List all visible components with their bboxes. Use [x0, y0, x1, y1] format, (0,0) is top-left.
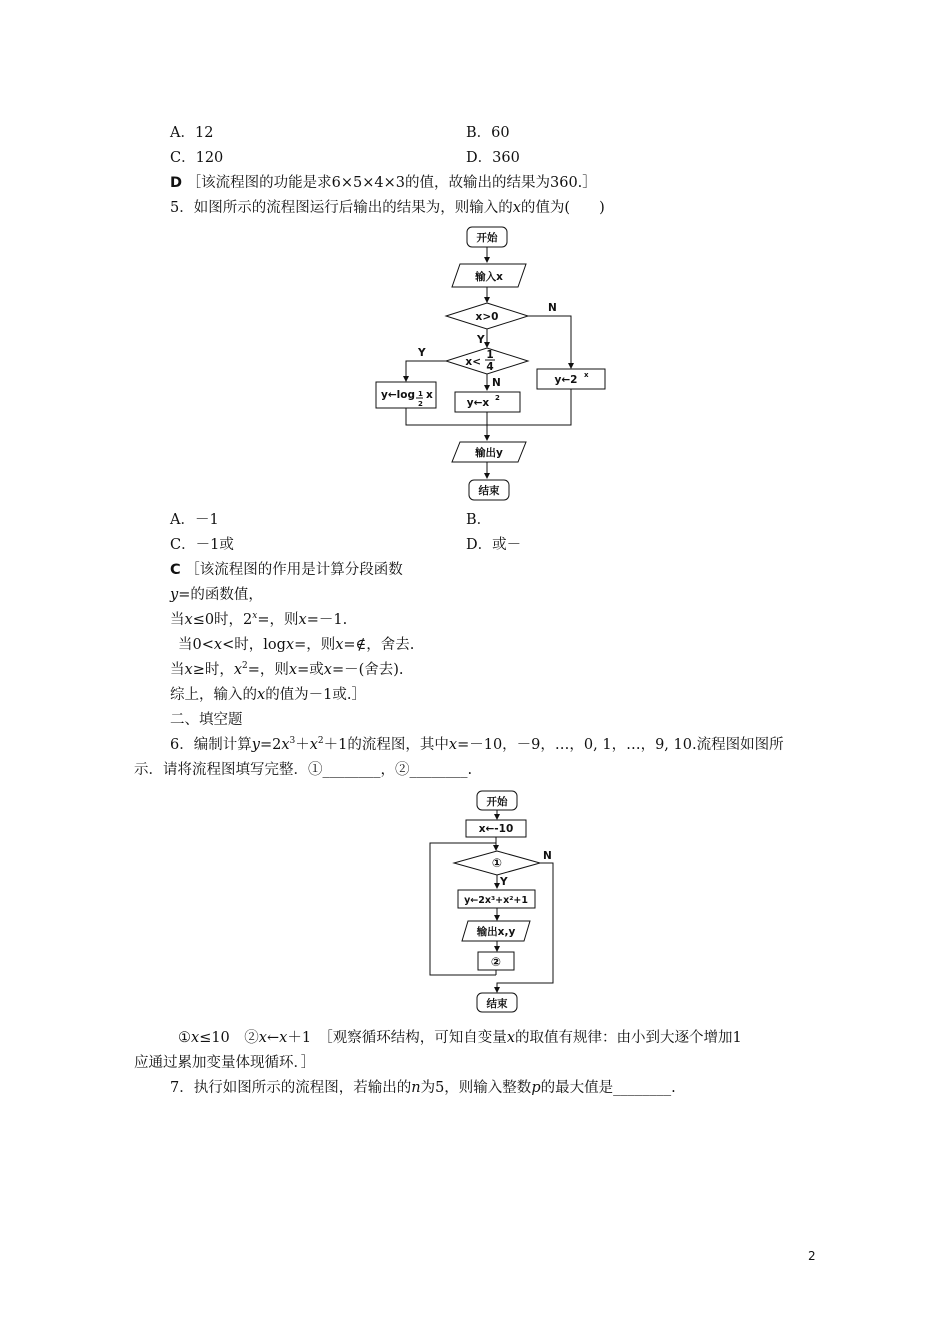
text: =－(舍去). — [331, 662, 404, 678]
text: =，则 — [294, 637, 336, 653]
flow1-n2-label: N — [492, 377, 501, 389]
var-x: x — [298, 612, 307, 628]
var-x: x — [506, 1030, 515, 1046]
flow2-step-label: ② — [490, 955, 502, 969]
q5-answer-line5 — [170, 660, 404, 680]
q5-stem-var: x — [512, 200, 521, 216]
text: 7．执行如图所示的流程图，若输出的 — [170, 1080, 412, 1096]
flow2-calc-label: y←2x³+x²+1 — [464, 895, 528, 906]
q5-answer-line3 — [170, 610, 347, 630]
text: 的取值有规律：由小到大逐个增加1 — [515, 1030, 742, 1046]
var-x: x — [184, 612, 193, 628]
var-x: x — [257, 687, 266, 703]
var-x: x — [233, 662, 243, 678]
q4-answer-letter: D — [170, 175, 183, 191]
text: 为5，则输入整数 — [420, 1080, 532, 1096]
flow1-square-label: y←x — [466, 397, 490, 409]
var-x: x — [448, 737, 458, 753]
text: 的值为－1或.］ — [265, 687, 367, 703]
sup: x — [252, 611, 258, 621]
q5-answer-line1 — [170, 560, 403, 580]
q5-answer-text: ［该流程图的作用是计算分段函数 — [185, 562, 403, 578]
var-x: x — [258, 1030, 267, 1046]
text: =的函数值， — [178, 587, 263, 603]
flow2-y-label: Y — [500, 876, 508, 888]
q7-stem — [170, 1078, 676, 1098]
flow1-exp-sup: x — [584, 371, 589, 379]
q6-answer-line1 — [178, 1028, 742, 1048]
q4-option-a: A．12 — [170, 125, 214, 141]
var-y: y — [251, 737, 260, 753]
flow1-cond2-den: 4 — [486, 361, 494, 373]
var-x: x — [281, 737, 290, 753]
section-heading: 二、填空题 — [170, 712, 243, 728]
text: ＋1的流程图，其中 — [323, 737, 449, 753]
var-x: x — [279, 1030, 288, 1046]
text: =，则 — [257, 612, 299, 628]
text: =，则 — [247, 662, 289, 678]
text: 的最大值是________. — [540, 1080, 676, 1096]
text: 6．编制计算 — [170, 737, 252, 753]
flow2-end-label: 结束 — [486, 998, 508, 1010]
flow1-cond2-lhs: x< — [465, 356, 481, 368]
var-x: x — [335, 637, 344, 653]
q5-answer-line4 — [178, 635, 414, 655]
sup: 2 — [317, 736, 324, 746]
flow1-y2-label: Y — [418, 347, 426, 359]
flow1-y1-label: Y — [477, 334, 485, 346]
flow2-init-label: x←-10 — [478, 823, 514, 835]
text: =－10，－9，…，0, 1，…，9, 10.流程图如图所 — [457, 737, 784, 753]
q5-option-d: D．或－ — [466, 537, 522, 553]
flow1-log-den: 2 — [418, 400, 423, 408]
text: ① — [178, 1030, 191, 1046]
flow1-start-label: 开始 — [476, 232, 498, 244]
q5-stem — [170, 198, 605, 218]
var-x: x — [309, 737, 318, 753]
text: =或 — [297, 662, 324, 678]
flow2-output-label: 输出x,y — [476, 926, 516, 938]
q4-option-c: C．120 — [170, 150, 224, 166]
flow1-cond2-num: 1 — [486, 349, 494, 361]
var-x: x — [288, 662, 298, 678]
text: ≤10 ② — [199, 1030, 259, 1046]
flow1-log-x: x — [426, 389, 433, 401]
q5-option-b: B． — [466, 512, 492, 528]
text: 当 — [170, 612, 185, 628]
var-x: x — [191, 1030, 200, 1046]
flow1-n1-label: N — [548, 302, 557, 314]
q4-option-b: B．60 — [466, 125, 510, 141]
flow1-input-label: 输入x — [475, 271, 503, 283]
q5-answer-line2 — [170, 585, 263, 605]
q5-option-c: C．－1或 — [170, 537, 234, 553]
flow2-n-label: N — [543, 850, 552, 862]
text: 综上，输入的 — [170, 687, 257, 703]
q5-stem-text: 5．如图所示的流程图运行后输出的结果为，则输入的 — [170, 200, 513, 216]
var-x: x — [323, 662, 332, 678]
text: 当 — [170, 662, 185, 678]
sup: 3 — [289, 736, 296, 746]
q5-answer-letter: C — [170, 562, 181, 578]
q5-option-a: A．－1 — [170, 512, 219, 528]
q6-stem-line1 — [170, 735, 784, 755]
flow1-output-label: 输出y — [475, 447, 503, 459]
var-p: p — [531, 1080, 541, 1096]
var-x: x — [285, 637, 295, 653]
page-number: 2 — [808, 1249, 816, 1263]
q4-option-d: D．360 — [466, 150, 520, 166]
q4-answer — [170, 173, 597, 193]
text: ＋1 ［观察循环结构，可知自变量 — [287, 1030, 507, 1046]
var-x: x — [213, 637, 223, 653]
var-n: n — [411, 1080, 421, 1096]
flowchart-1 — [370, 222, 610, 507]
text: ≤0时，2 — [192, 612, 253, 628]
text: =∉，舍去. — [343, 637, 415, 653]
flow1-end-label: 结束 — [478, 485, 500, 497]
text: 当0< — [178, 637, 214, 653]
flow1-log-label: y←log — [381, 389, 415, 401]
text: =－1. — [306, 612, 348, 628]
q5-stem-tail: 的值为( ) — [520, 200, 605, 216]
flowchart-2 — [420, 786, 570, 1020]
text: ≥时， — [192, 662, 234, 678]
var-x: x — [184, 662, 193, 678]
flow1-cond1-label: x>0 — [475, 311, 499, 323]
flow1-square-sup: 2 — [495, 394, 500, 402]
flow2-start-label: 开始 — [486, 796, 508, 808]
var-y: y — [170, 587, 179, 603]
q6-answer-line2: 应通过累加变量体现循环．］ — [134, 1055, 316, 1071]
text: ＋ — [295, 737, 310, 753]
q4-answer-text: ［该流程图的功能是求6×5×4×3的值，故输出的结果为360.］ — [186, 175, 597, 191]
flow2-cond-label: ① — [491, 856, 503, 870]
text: <时，log — [222, 637, 286, 653]
q5-answer-line6 — [170, 685, 366, 705]
flow1-exp-label: y←2 — [554, 374, 578, 386]
text: ← — [266, 1030, 280, 1046]
sup: 2 — [242, 661, 248, 671]
q6-stem-line2: 示．请将流程图填写完整．①________，②________. — [134, 762, 473, 778]
text: =2 — [259, 737, 282, 753]
flow1-log-num: 1 — [418, 390, 423, 398]
